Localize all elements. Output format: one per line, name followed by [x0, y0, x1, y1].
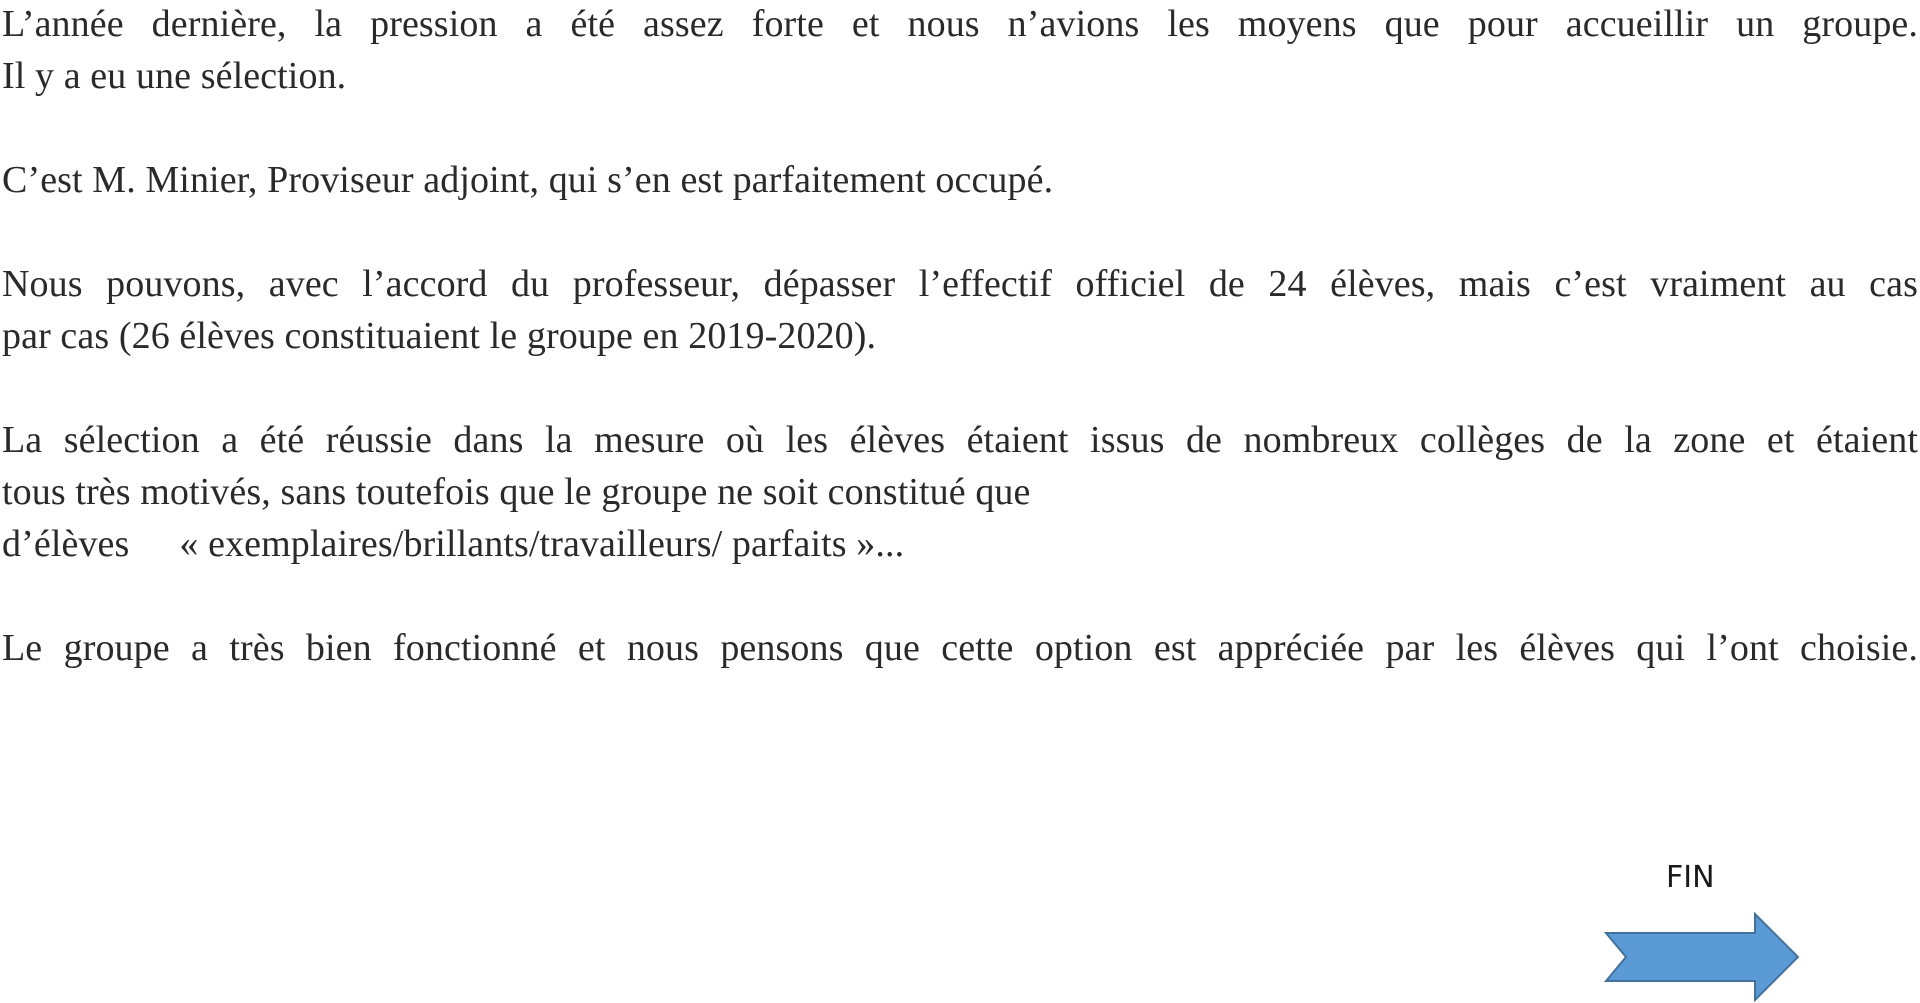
body-text	[2, 0, 1918, 674]
paragraph-conclusion	[2, 622, 1918, 674]
text-line: C’est M. Minier, Proviseur adjoint, qui s’en est parfaitement occupé.	[2, 159, 1054, 201]
text-line: L’année dernière, la pression a été assez forte et nous n’avions les moyens que pour accueillir un groupe.	[2, 3, 1918, 45]
text-line	[2, 518, 1918, 570]
fin-label: FIN	[1666, 860, 1715, 895]
text-fragment: « exemplaires/brillants/travailleurs/ parfaits »...	[179, 523, 905, 565]
text-line: La sélection a été réussie dans la mesure où les élèves étaient issus de nombreux collèges de la zone et étaient	[2, 419, 1918, 461]
paragraph-effectif	[2, 258, 1918, 362]
text-line: Il y a eu une sélection.	[2, 55, 347, 97]
paragraph-selection	[2, 0, 1918, 102]
text-line: tous très motivés, sans toutefois que le groupe ne soit constitué que	[2, 471, 1031, 513]
right-arrow-icon[interactable]	[1604, 912, 1800, 1002]
arrow-shape[interactable]	[1606, 914, 1798, 1000]
text-line: par cas (26 élèves constituaient le groupe en 2019-2020).	[2, 315, 877, 357]
paragraph-reussite	[2, 414, 1918, 570]
text-line: Le groupe a très bien fonctionné et nous pensons que cette option est appréciée par les élèves qui l’ont choisie.	[2, 627, 1918, 669]
text-line: Nous pouvons, avec l’accord du professeur, dépasser l’effectif officiel de 24 élèves, mais c’est vraiment au cas	[2, 263, 1918, 305]
text-fragment: d’élèves	[2, 523, 130, 565]
paragraph-proviseur	[2, 154, 1918, 206]
